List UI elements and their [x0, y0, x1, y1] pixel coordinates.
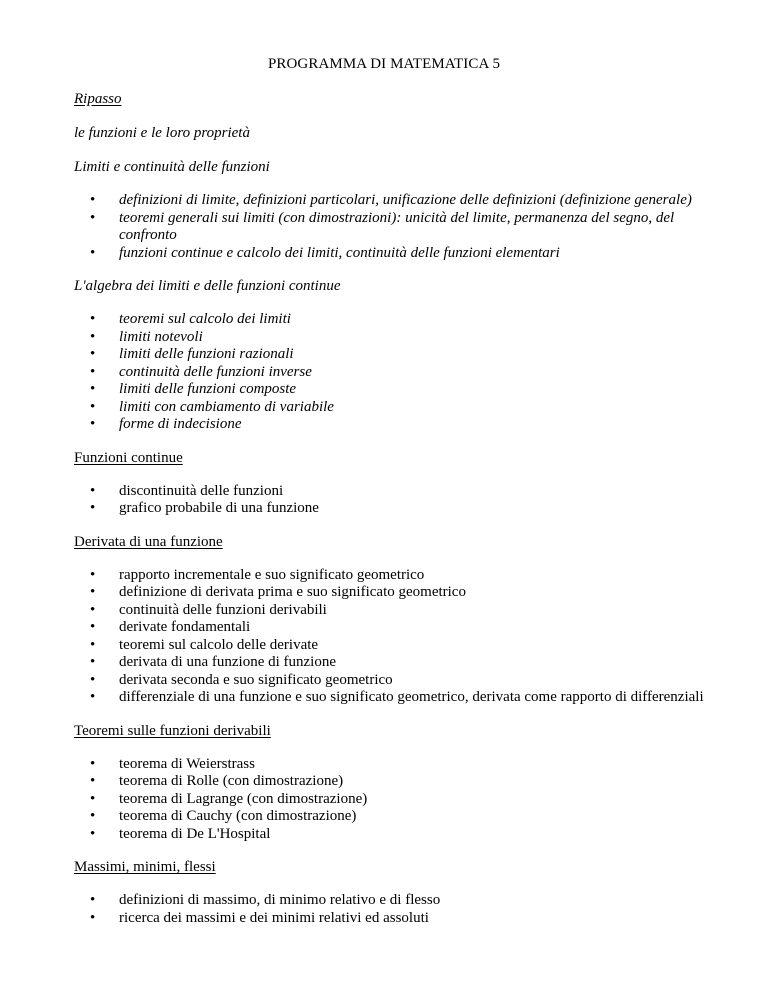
bullet-icon: • — [90, 671, 96, 688]
bullet-icon: • — [90, 482, 96, 499]
list-item — [74, 689, 714, 707]
ripasso-subheading: le funzioni e le loro proprietà — [74, 125, 250, 141]
bullet-icon: • — [90, 601, 96, 618]
list-item — [74, 602, 714, 620]
bullet-icon: • — [90, 363, 96, 380]
sections-container — [74, 158, 714, 927]
list-item — [74, 672, 714, 690]
bullet-icon: • — [90, 892, 96, 908]
list-item-text: derivata seconda e suo significato geometrico — [119, 671, 393, 688]
list-item — [74, 910, 714, 928]
list-item — [74, 364, 714, 382]
list-item — [74, 500, 714, 518]
list-item-text: limiti delle funzioni composte — [119, 381, 297, 397]
bullet-icon: • — [90, 755, 96, 772]
list-item — [74, 773, 714, 791]
bullet-icon: • — [90, 619, 96, 635]
list-item-text: teorema di Lagrange (con dimostrazione) — [119, 790, 368, 807]
list-item — [74, 808, 714, 826]
list-item-text: discontinuità delle funzioni — [119, 482, 284, 499]
list-item — [74, 826, 714, 844]
section-list — [74, 192, 714, 262]
list-item-text: derivate fondamentali — [119, 619, 251, 635]
bullet-icon: • — [90, 209, 96, 226]
list-item-text: derivata di una funzione di funzione — [119, 654, 337, 670]
bullet-icon: • — [90, 566, 96, 583]
bullet-icon: • — [90, 500, 96, 516]
section-list — [74, 567, 714, 707]
section-heading: Derivata di una funzione — [74, 533, 223, 550]
list-item — [74, 654, 714, 672]
ripasso-heading: Ripasso — [74, 91, 122, 107]
list-item — [74, 584, 714, 602]
bullet-icon: • — [90, 416, 96, 432]
list-item — [74, 399, 714, 417]
list-item — [74, 483, 714, 501]
bullet-icon: • — [90, 808, 96, 824]
section-list — [74, 892, 714, 927]
list-item-text: differenziale di una funzione e suo significato geometrico, derivata come rapporto di differenziali — [119, 689, 704, 705]
bullet-icon: • — [90, 636, 96, 653]
list-item — [74, 416, 714, 434]
list-item-text: teorema di Weierstrass — [119, 755, 255, 772]
list-item-text: teoremi generali sui limiti (con dimostrazioni): unicità del limite, permanenza del segno, del confronto — [119, 209, 675, 243]
bullet-icon: • — [90, 909, 96, 926]
bullet-icon: • — [90, 328, 96, 345]
list-item-text: definizione di derivata prima e suo significato geometrico — [119, 584, 466, 600]
section-list — [74, 483, 714, 518]
list-item-text: teorema di Rolle (con dimostrazione) — [119, 773, 344, 789]
list-item — [74, 210, 714, 245]
list-item-text: teorema di Cauchy (con dimostrazione) — [119, 808, 357, 824]
section-heading: Massimi, minimi, flessi — [74, 859, 216, 875]
list-item — [74, 311, 714, 329]
list-item-text: definizioni di massimo, di minimo relativo e di flesso — [119, 892, 441, 908]
bullet-icon: • — [90, 825, 96, 842]
list-item — [74, 567, 714, 585]
list-item-text: grafico probabile di una funzione — [119, 500, 319, 516]
bullet-icon: • — [90, 689, 96, 705]
bullet-icon: • — [90, 311, 96, 327]
bullet-icon: • — [90, 773, 96, 789]
document-content — [74, 90, 714, 942]
list-item-text: limiti notevoli — [119, 328, 203, 345]
bullet-icon: • — [90, 192, 96, 208]
list-item — [74, 892, 714, 910]
bullet-icon: • — [90, 654, 96, 670]
list-item-text: definizioni di limite, definizioni particolari, unificazione delle definizioni (definizione generale) — [119, 192, 692, 208]
bullet-icon: • — [90, 790, 96, 807]
bullet-icon: • — [90, 398, 96, 415]
list-item — [74, 192, 714, 210]
list-item-text: forme di indecisione — [119, 416, 242, 432]
list-item-text: rapporto incrementale e suo significato geometrico — [119, 566, 425, 583]
section-list — [74, 756, 714, 844]
list-item — [74, 329, 714, 347]
list-item — [74, 619, 714, 637]
list-item — [74, 346, 714, 364]
section-heading: Teoremi sulle funzioni derivabili — [74, 722, 271, 739]
bullet-icon: • — [90, 244, 96, 261]
list-item — [74, 245, 714, 263]
list-item — [74, 791, 714, 809]
document-title: PROGRAMMA DI MATEMATICA 5 — [267, 56, 501, 72]
bullet-icon: • — [90, 346, 96, 362]
list-item-text: continuità delle funzioni inverse — [119, 363, 312, 380]
list-item-text: limiti delle funzioni razionali — [119, 346, 294, 362]
section-heading: Funzioni continue — [74, 449, 183, 466]
list-item — [74, 756, 714, 774]
list-item-text: teoremi sul calcolo dei limiti — [119, 311, 291, 327]
list-item-text: teorema di De L'Hospital — [119, 825, 271, 842]
list-item — [74, 381, 714, 399]
section-heading: L'algebra dei limiti e delle funzioni continue — [74, 278, 341, 294]
list-item-text: continuità delle funzioni derivabili — [119, 601, 327, 618]
section-heading: Limiti e continuità delle funzioni — [74, 159, 270, 175]
list-item-text: limiti con cambiamento di variabile — [119, 398, 334, 415]
list-item-text: funzioni continue e calcolo dei limiti, continuità delle funzioni elementari — [119, 244, 560, 261]
list-item-text: ricerca dei massimi e dei minimi relativi ed assoluti — [119, 909, 429, 926]
bullet-icon: • — [90, 381, 96, 397]
section-list — [74, 311, 714, 434]
list-item-text: teoremi sul calcolo delle derivate — [119, 636, 319, 653]
list-item — [74, 637, 714, 655]
bullet-icon: • — [90, 584, 96, 600]
